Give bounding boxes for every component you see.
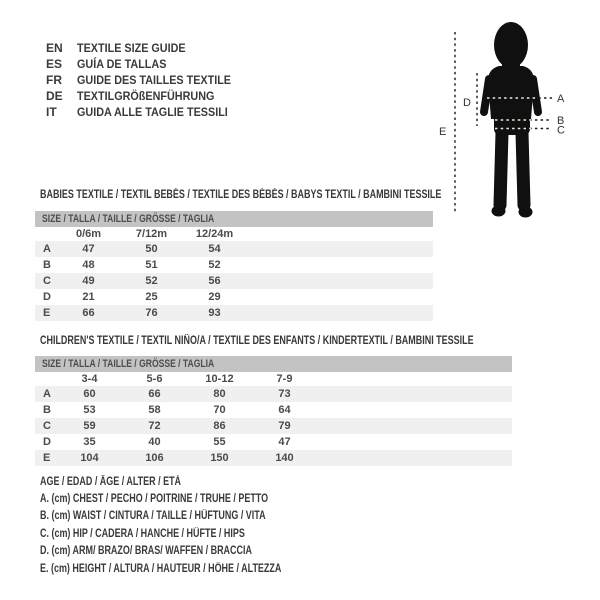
cell: 140 [275, 452, 294, 464]
cell: 40 [148, 436, 161, 448]
table-row [35, 434, 512, 450]
cell: 86 [213, 420, 226, 432]
language-label: GUIDA ALLE TAGLIE TESSILI [77, 105, 228, 120]
cell: 66 [82, 307, 95, 319]
table-row [35, 305, 433, 321]
cell: 47 [278, 436, 291, 448]
babies-size-table [35, 211, 433, 321]
legend-line [40, 560, 349, 577]
language-label: TEXTILGRÖßENFÜHRUNG [77, 89, 215, 104]
cell: 47 [82, 243, 95, 255]
legend-line [40, 543, 349, 560]
row-label: D [43, 436, 51, 448]
column-header: 3-4 [81, 373, 98, 385]
cell: 53 [83, 404, 96, 416]
children-section-title [40, 335, 596, 347]
cell: 106 [145, 452, 164, 464]
cell: 64 [278, 404, 291, 416]
cell: 150 [210, 452, 229, 464]
measurement-legend [40, 473, 349, 577]
language-code: IT [46, 105, 57, 120]
legend-height: E. (cm) HEIGHT / ALTURA / HAUTEUR / HÖHE / ALTEZZA [40, 562, 282, 575]
label-height-e: E [439, 126, 447, 138]
table-row [35, 418, 512, 434]
children-size-table [35, 356, 512, 466]
legend-line [40, 508, 349, 525]
legend-arm: D. (cm) ARM/ BRAZO/ BRAS/ WAFFEN / BRACCIA [40, 545, 252, 558]
language-row [46, 88, 248, 104]
babies-table-header-text: SIZE / TALLA / TAILLE / GRÖSSE / TAGLIA [42, 213, 215, 225]
cell: 55 [213, 436, 226, 448]
column-header: 0/6m [75, 228, 102, 240]
language-label: GUÍA DE TALLAS [77, 57, 167, 72]
cell: 56 [208, 275, 221, 287]
table-row [35, 257, 433, 273]
column-header: 12/24m [195, 228, 234, 240]
row-label: B [43, 259, 51, 271]
row-label: E [43, 452, 51, 464]
label-hip-c: C [557, 124, 565, 137]
row-label: A [43, 243, 51, 255]
language-code: FR [46, 73, 62, 88]
cell: 58 [148, 404, 161, 416]
cell: 66 [148, 388, 161, 400]
language-row [46, 40, 248, 56]
language-row [46, 56, 248, 72]
row-label: B [43, 404, 51, 416]
legend-hip: C. (cm) HIP / CADERA / HANCHE / HÜFTE / HIPS [40, 527, 245, 540]
label-arm-d: D [463, 97, 471, 109]
cell: 48 [82, 259, 95, 271]
table-row [35, 273, 433, 289]
cell: 76 [145, 307, 158, 319]
babies-section-title-text: BABIES TEXTILE / TEXTIL BEBÉS / TEXTILE DES BÉBÉS / BABYS TEXTIL / BAMBINI TESSILE [40, 189, 442, 201]
cell: 59 [83, 420, 96, 432]
table-row [35, 289, 433, 305]
row-label: D [43, 291, 51, 303]
babies-table-header [35, 211, 433, 227]
cell: 54 [208, 243, 221, 255]
row-label: A [43, 388, 51, 400]
column-header: 10-12 [205, 373, 234, 385]
cell: 49 [82, 275, 95, 287]
language-label: TEXTILE SIZE GUIDE [77, 41, 186, 56]
legend-line [40, 525, 349, 542]
cell: 104 [80, 452, 99, 464]
cell: 25 [145, 291, 158, 303]
language-row [46, 104, 248, 120]
table-row [35, 450, 512, 466]
babies-section-title [40, 189, 555, 201]
column-header: 5-6 [146, 373, 163, 385]
table-row [35, 402, 512, 418]
cell: 60 [83, 388, 96, 400]
legend-line [40, 473, 349, 490]
language-code: DE [46, 89, 63, 104]
cell: 79 [278, 420, 291, 432]
legend-waist: B. (cm) WAIST / CINTURA / TAILLE / HÜFTUNG / VITA [40, 510, 266, 523]
cell: 50 [145, 243, 158, 255]
children-section-title-text: CHILDREN'S TEXTILE / TEXTIL NIÑO/A / TEXTILE DES ENFANTS / KINDERTEXTIL / BAMBINI TESSILE [40, 335, 474, 347]
cell: 51 [145, 259, 158, 271]
legend-line [40, 490, 349, 507]
cell: 73 [278, 388, 291, 400]
cell: 21 [82, 291, 95, 303]
row-label: C [43, 275, 51, 287]
babies-column-header-row [35, 227, 433, 241]
legend-chest: A. (cm) CHEST / PECHO / POITRINE / TRUHE / PETTO [40, 493, 269, 506]
cell: 80 [213, 388, 226, 400]
children-table-header [35, 356, 512, 372]
cell: 29 [208, 291, 221, 303]
cell: 52 [145, 275, 158, 287]
column-header: 7/12m [135, 228, 168, 240]
row-label: C [43, 420, 51, 432]
row-label: E [43, 307, 51, 319]
cell: 93 [208, 307, 221, 319]
language-label: GUIDE DES TAILLES TEXTILE [77, 73, 232, 88]
language-code: ES [46, 57, 63, 72]
language-row [46, 72, 248, 88]
label-chest-a: A [557, 93, 565, 105]
language-list [46, 40, 248, 120]
children-column-header-row [35, 372, 512, 386]
cell: 70 [213, 404, 226, 416]
table-row [35, 386, 512, 402]
cell: 35 [83, 436, 96, 448]
label-waist-b: B [557, 115, 565, 127]
column-header: 7-9 [276, 373, 293, 385]
children-table-header-text: SIZE / TALLA / TAILLE / GRÖSSE / TAGLIA [42, 358, 215, 370]
cell: 52 [208, 259, 221, 271]
language-code: EN [46, 41, 63, 56]
legend-age: AGE / EDAD / ÂGE / ALTER / ETÀ [40, 475, 182, 488]
cell: 72 [148, 420, 161, 432]
table-row [35, 241, 433, 257]
